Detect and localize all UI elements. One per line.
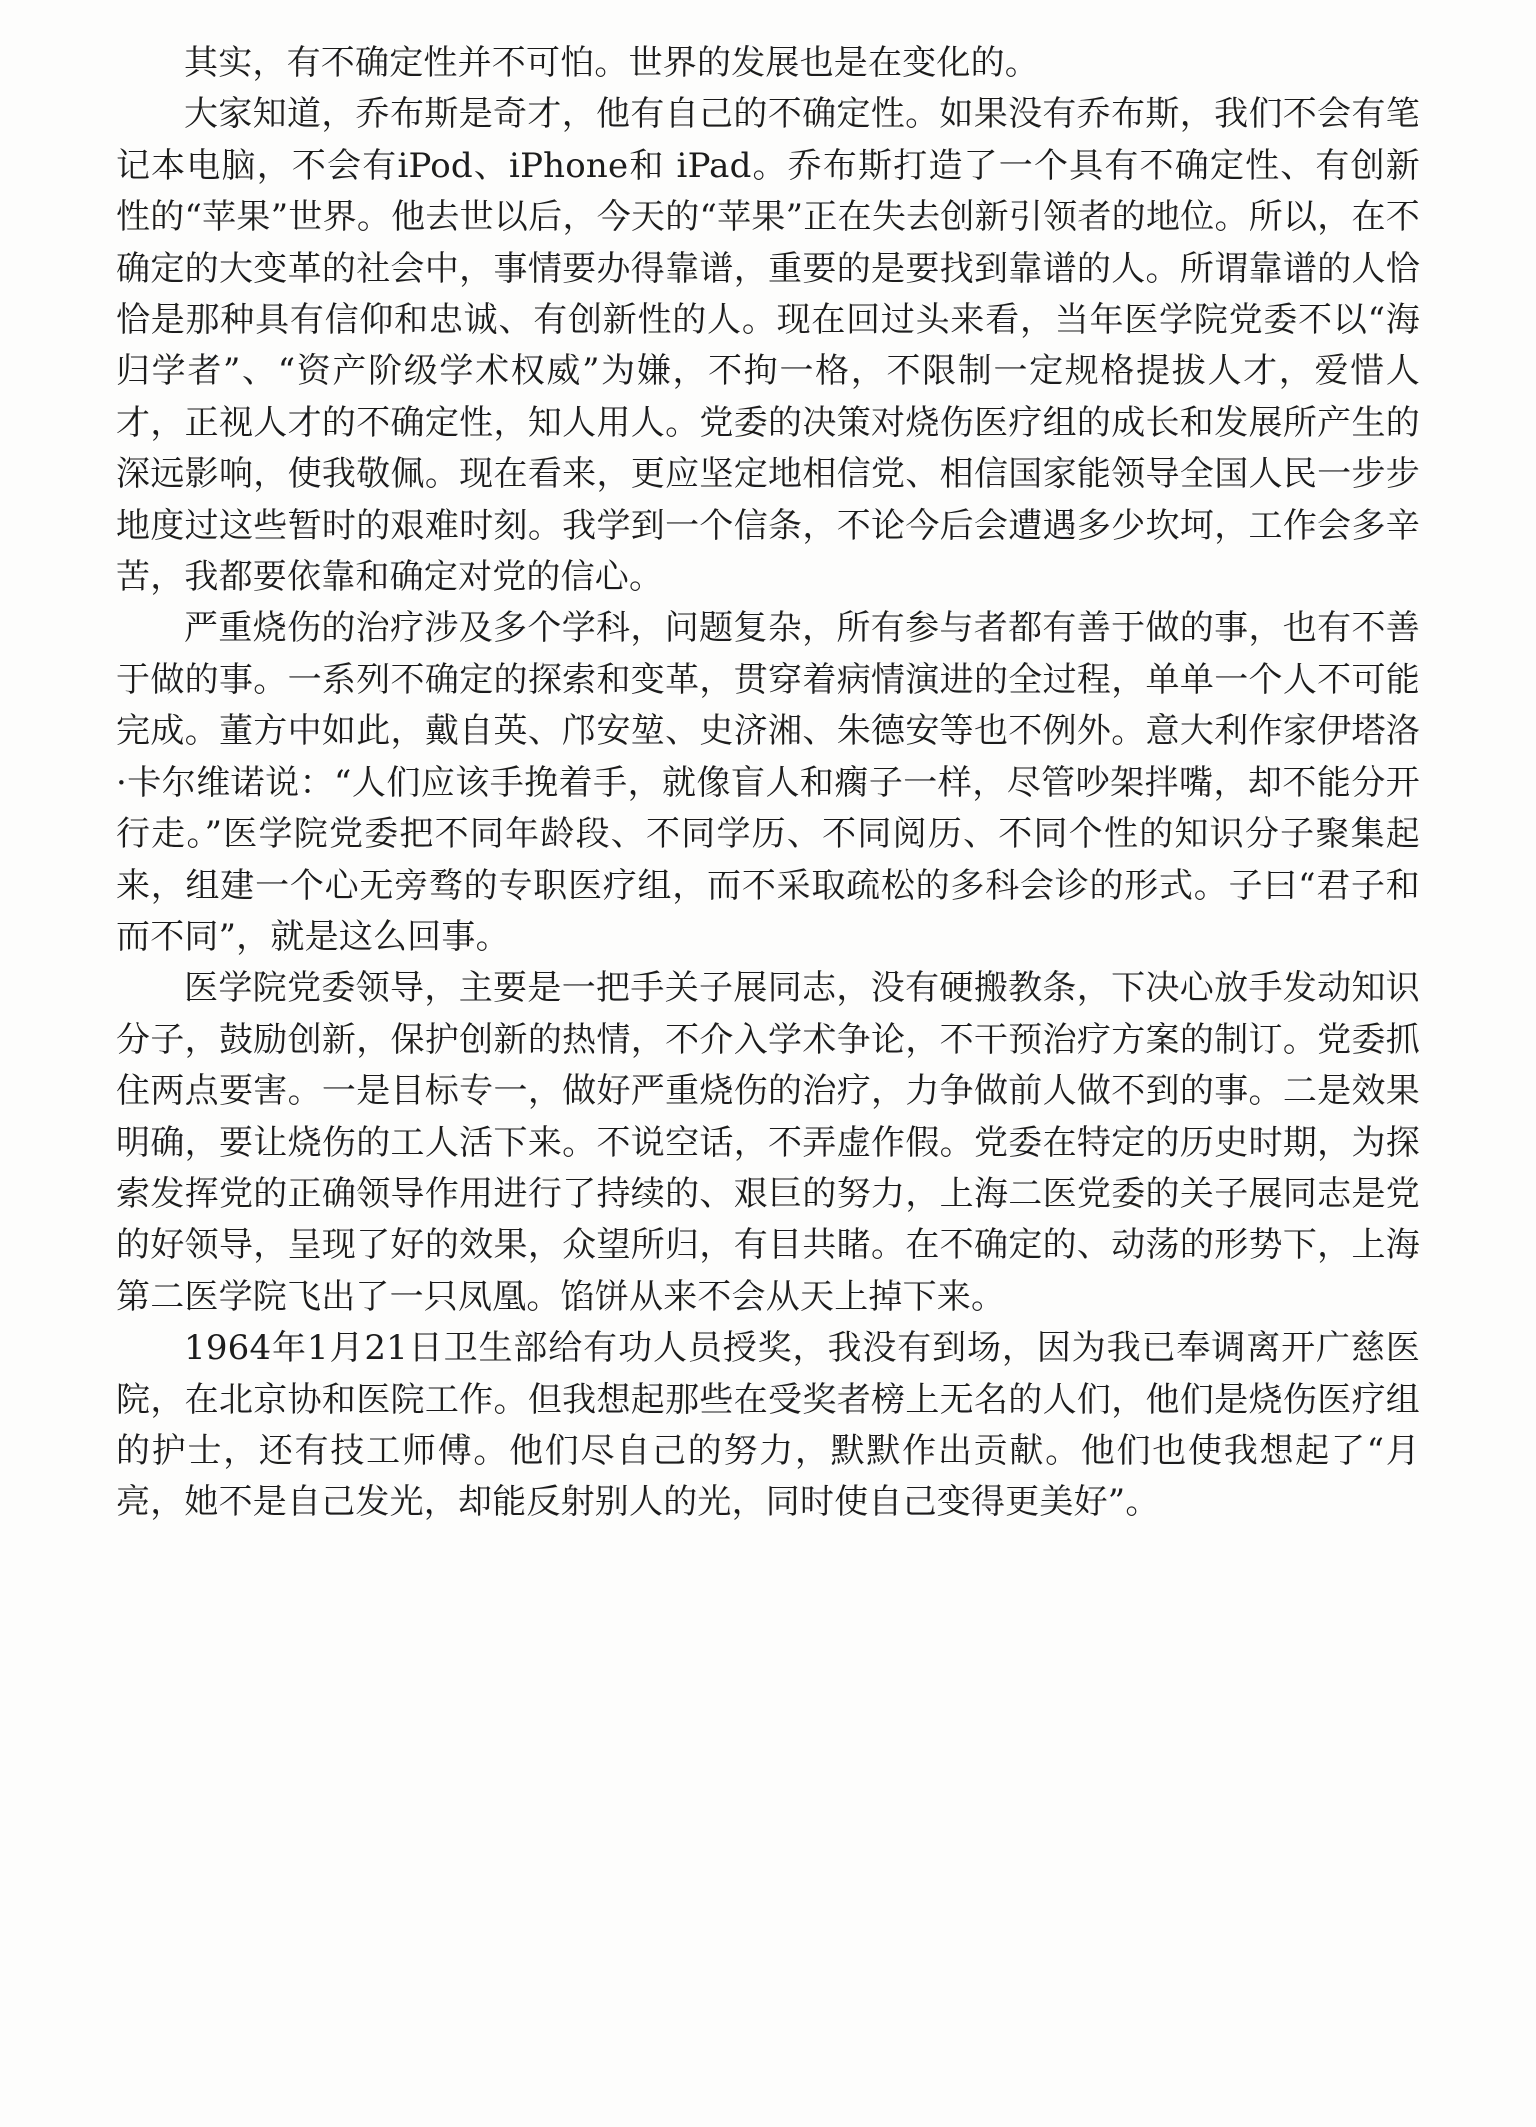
paragraph-2: 大家知道，乔布斯是奇才，他有自己的不确定性。如果没有乔布斯，我们不会有笔记本电脑，不会有iPod、iPhone和 iPad。乔布斯打造了一个具有不确定性、有创新性的“苹果”世界。他去世以后，今天的“苹果”正在失去创新引领者的地位。所以，在不确定的大变革的社会中，事情要办得靠谱，重要的是要找到靠谱的人。所谓靠谱的人恰恰是那种具有信仰和忠诚、有创新性的人。现在回过头来看，当年医学院党委不以“海归学者”、“资产阶级学术权威”为嫌，不拘一格，不限制一定规格提拔人才，爱惜人才，正视人才的不确定性，知人用人。党委的决策对烧伤医疗组的成长和发展所产生的深远影响，使我敬佩。现在看来，更应坚定地相信党、相信国家能领导全国人民一步步地度过这些暂时的艰难时刻。我学到一个信条，不论今后会遭遇多少坎坷，工作会多辛苦，我都要依靠和确定对党的信心。 — [116, 94, 1420, 598]
paragraph-3: 严重烧伤的治疗涉及多个学科，问题复杂，所有参与者都有善于做的事，也有不善于做的事。一系列不确定的探索和变革，贯穿着病情演进的全过程，单单一个人不可能完成。董方中如此，戴自英、邝安堃、史济湘、朱德安等也不例外。意大利作家伊塔洛·卡尔维诺说：“人们应该手挽着手，就像盲人和瘸子一样，尽管吵架拌嘴，却不能分开行走。”医学院党委把不同年龄段、不同学历、不同阅历、不同个性的知识分子聚集起来，组建一个心无旁骛的专职医疗组，而不采取疏松的多科会诊的形式。子曰“君子和而不同”，就是这么回事。 — [116, 608, 1420, 957]
paragraph-1: 其实，有不确定性并不可怕。世界的发展也是在变化的。 — [184, 43, 1039, 83]
paragraph-4: 医学院党委领导，主要是一把手关子展同志，没有硬搬教条，下决心放手发动知识分子，鼓励创新，保护创新的热情，不介入学术争论，不干预治疗方案的制订。党委抓住两点要害。一是目标专一，做好严重烧伤的治疗，力争做前人做不到的事。二是效果明确，要让烧伤的工人活下来。不说空话，不弄虚作假。党委在特定的历史时期，为探索发挥党的正确领导作用进行了持续的、艰巨的努力，上海二医党委的关子展同志是党的好领导，呈现了好的效果，众望所归，有目共睹。在不确定的、动荡的形势下，上海第二医学院飞出了一只凤凰。馅饼从来不会从天上掉下来。 — [116, 968, 1420, 1317]
paragraph-5: 1964年1月21日卫生部给有功人员授奖，我没有到场，因为我已奉调离开广慈医院，在北京协和医院工作。但我想起那些在受奖者榜上无名的人们，他们是烧伤医疗组的护士，还有技工师傅。他们尽自己的努力，默默作出贡献。他们也使我想起了“月亮，她不是自己发光，却能反射别人的光，同时使自己变得更美好”。 — [116, 1328, 1420, 1523]
body-text — [116, 38, 1420, 1529]
